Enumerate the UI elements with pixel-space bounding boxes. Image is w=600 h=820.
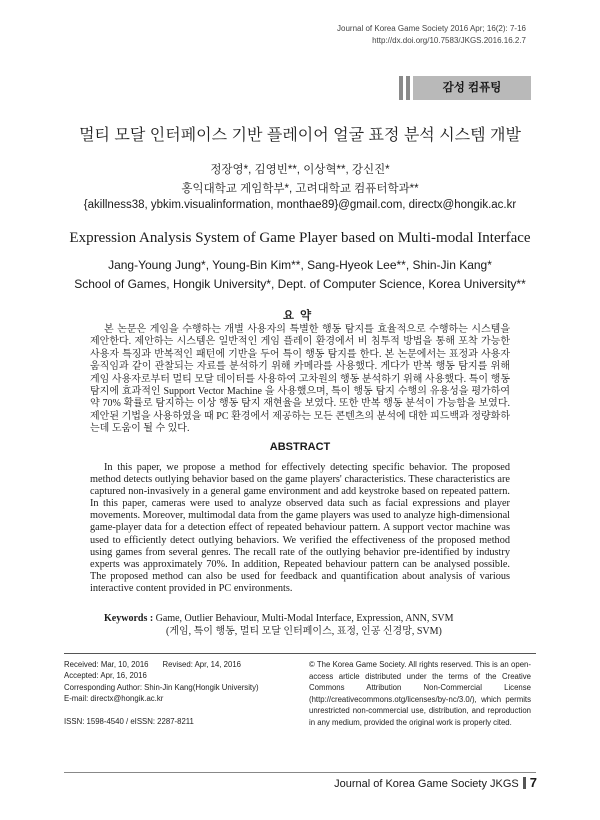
keywords-english: Game, Outlier Behaviour, Multi-Modal Interface, Expression, ANN, SVM (155, 613, 454, 624)
received-date: Received: Mar, 10, 2016 (64, 660, 149, 669)
issn: ISSN: 1598-4540 / eISSN: 2287-8211 (64, 716, 194, 726)
page-footer (334, 775, 537, 790)
revised-date: Revised: Apr, 14, 2016 (162, 660, 241, 669)
keywords (104, 612, 454, 638)
keywords-label: Keywords : (104, 613, 154, 624)
footer-rule (64, 772, 536, 773)
divider (64, 653, 536, 654)
author-emails: {akillness38, ybkim.visualinformation, monthae89}@gmail.com, directx@hongik.ac.kr (83, 199, 517, 211)
banner-stripe (406, 76, 410, 100)
title-english: Expression Analysis System of Game Player based on Multi-modal Interface (69, 230, 531, 246)
abstract-korean-heading: 요약 (282, 310, 318, 322)
abstract-english-heading: ABSTRACT (269, 441, 331, 453)
abstract-korean: 본 논문은 게임을 수행하는 개별 사용자의 특별한 행동 탐지를 효율적으로 수행하는 시스템을 제안한다. 제안하는 시스템은 일반적인 게임 플레이 환경에서 비 침투적 방법을 통해 포착 가능한 사용자 특징과 반복적인 패턴에 기반을 두어 특이 행동 탐지를 한다. 본 논문에서는 표정과 사용자 움직임과 같이 관찰되는 자료를 분석하기 위해 카메라를 사용했다. 게다가 반복 행동 탐지를 위해 게임 사용자로부터 멀티 모달 데이터를 사용하여 고차원의 행동 분석하기 위해 사용했다. 특이 행동 탐지에 효과적인 Support Vector Machine 을 사용했으며, 특이 행동 탐지 수행의 유용성을 평가하여 약 70% 확률로 탐지하는 이상 행동 탐지 재현율을 보였다. 또한 반복 행동 분석이 가능함을 보였다. 제안된 기법을 사용하였을 때 PC 환경에서 제공하는 모든 콘텐츠의 분석에 대한 피드백과 정량화하는데 도움이 될 수 있다. (90, 324, 510, 435)
corresponding-author: Corresponding Author: Shin-Jin Kang(Hongik University) (64, 682, 259, 692)
affiliation-korean: 홍익대학교 게임학부*, 고려대학교 컴퓨터학과** (181, 183, 419, 195)
author-email[interactable]: E-mail: directx@hongik.ac.kr (64, 694, 164, 704)
keywords-korean: (게임, 특이 행동, 멀티 모달 인터페이스, 표정, 인공 신경망, SVM) (166, 626, 442, 637)
category-banner (399, 76, 531, 100)
journal-citation: Journal of Korea Game Society 2016 Apr; 16(2): 7-16 (337, 24, 526, 33)
footer-journal: Journal of Korea Game Society JKGS (334, 778, 519, 790)
affiliation-english: School of Games, Hongik University*, Dept. of Computer Science, Korea University** (74, 277, 526, 291)
title-korean: 멀티 모달 인터페이스 기반 플레이어 얼굴 표정 분석 시스템 개발 (79, 127, 521, 144)
category-label: 감성 컴퓨팅 (413, 76, 531, 100)
article-metadata (64, 659, 294, 727)
banner-stripe (399, 76, 403, 100)
authors-english: Jang-Young Jung*, Young-Bin Kim**, Sang-Hyeok Lee**, Shin-Jin Kang* (108, 258, 492, 272)
authors-korean: 정장영*, 김영빈**, 이상혁**, 강신진* (210, 164, 390, 176)
doi-link[interactable]: http://dx.doi.org/10.7583/JKGS.2016.16.2.7 (372, 36, 526, 45)
footer-separator (523, 777, 526, 789)
page-number: 7 (529, 775, 537, 790)
copyright-notice: © The Korea Game Society. All rights reserved. This is an open-access article distributed under the terms of the Creative Commons Attribution Non-Commercial License (http://creativecommons.otg/licenses/by-nc/3.0/), which permits unrestricted non-commercial use, distribution, and reproduction in any medium, provided the original work is properly cited. (309, 660, 531, 727)
accepted-date: Accepted: Apr, 16, 2016 (64, 671, 147, 681)
abstract-english: In this paper, we propose a method for effectively detecting specific behavior. The proposed method detects outlying behavior based on the game players' characteristics. These characteristics are captured non-invasively in a general game environment and add keystroke based on repeated pattern. In this paper, cameras were used to analyze observed data such as facial expressions and player movements. Moreover, multimodal data from the game players was used to analyze high-dimensional game-player data for a detection effect of repeated behaviour pattern. A support vector machine was used to efficiently detect outlying behaviors. We verified the effectiveness of the proposed method using games from several genres. The recall rate of the outlying behavior pre-identified by industry experts was approximately 70%. In addition, Repeated behaviour pattern can be analysed possible. The proposed method can also be used for feedback and quantification about analysis of various interactive content provided in PC environments. (90, 462, 510, 594)
